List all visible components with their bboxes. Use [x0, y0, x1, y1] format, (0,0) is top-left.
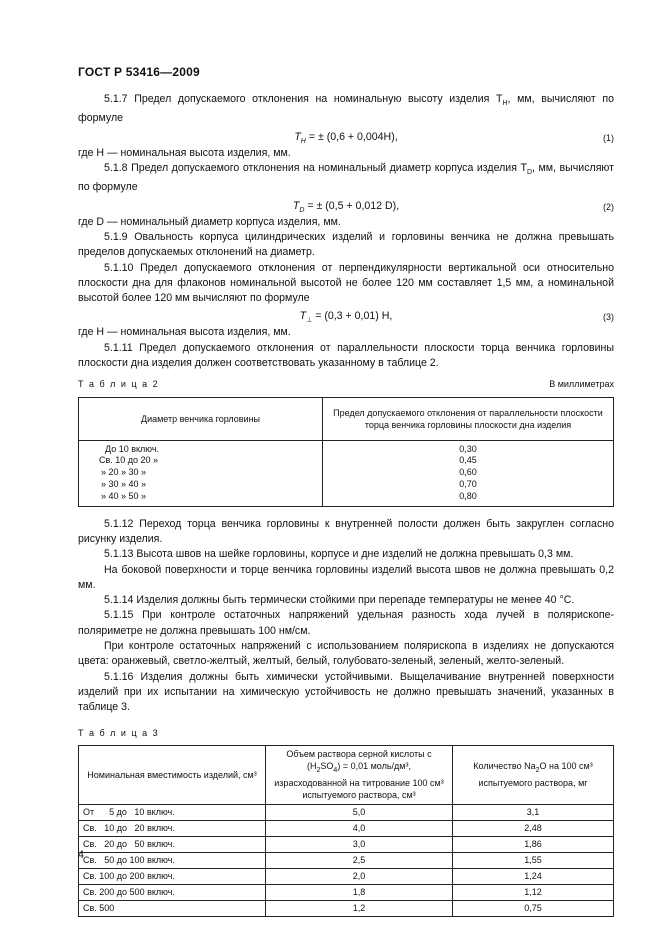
paragraph-5-1-13-b: На боковой поверхности и торце венчика горловины изделий высота швов не должна превышать 0,2 мм. [78, 563, 614, 591]
table-3 [78, 745, 614, 917]
paragraph-5-1-7: 5.1.7 Предел допускаемого отклонения на номинальную высоту изделия $T_H$, мм, вычисляют по формуле [78, 93, 614, 125]
paragraph-5-1-15-b: При контроле остаточных напряжений с использованием полярископа в изделиях не допускаются цвета: оранжевый, светло-желтый, желтый, белый, голубовато-зеленый, зеленый, желто-зеленый. [78, 640, 614, 668]
page-number: 4 [78, 849, 84, 861]
paragraph-5-1-8: 5.1.8 Предел допускаемого отклонения на номинальный диаметр корпуса изделия $T_D$, мм, вычисляют по формуле [78, 162, 614, 194]
where-clause-1: где H — номинальная высота изделия, мм. [78, 146, 291, 159]
document-header: ГОСТ Р 53416—2009 [78, 65, 200, 79]
paragraph-5-1-11: 5.1.11 Предел допускаемого отклонения от параллельности плоскости торца венчика горловины плоскости дна изделия должен соответствовать указанному в таблице 2. [78, 341, 614, 370]
table-row: » 40 » 50 » [79, 491, 323, 506]
paragraph-5-1-15: 5.1.15 При контроле остаточных напряжений удельная разность хода лучей в полярископе-поляриметре не должна превышать 100 нм/см. [78, 609, 614, 637]
paragraph-5-1-12: 5.1.12 Переход торца венчика горловины к внутренней полости должен быть закруглен согласно рисунку изделия. [78, 517, 614, 545]
table-2-caption-row [78, 377, 614, 392]
table-cell: 0,30 [323, 440, 614, 455]
paragraph-5-1-9: 5.1.9 Овальность корпуса цилиндрических изделий и горловины венчика не должна превышать пределов допускаемых отклонений на диаметр. [78, 231, 614, 259]
where-clause-3: где H — номинальная высота изделия, мм. [78, 326, 291, 339]
where-clause-2: где D — номинальный диаметр корпуса изделия, мм. [78, 215, 341, 228]
body-text [78, 92, 614, 917]
table-2-caption: Т а б л и ц а 2 [78, 379, 160, 390]
paragraph-5-1-16: 5.1.16 Изделия должны быть химически устойчивыми. Выщелачивание внутренней поверхности изделий при их испытании на химическую устойчивость не должно превышать значений, указанных в таблице 3. [78, 670, 614, 714]
table-row: » 30 » 40 » [79, 479, 323, 491]
table-3-caption-row [78, 726, 614, 741]
table-2-header-tolerance: Предел допускаемого отклонения от параллельности плоскости торца венчика горловины плоскости дна изделия [323, 397, 614, 440]
table-row: Св. 50 до 100 включ. 2,5 1,55 [79, 852, 614, 868]
table-row: Св. 100 до 200 включ. 2,0 1,24 [79, 868, 614, 884]
table-2-header-diameter: Диаметр венчика горловины [79, 397, 323, 440]
table-row: Св. 500 1,2 0,75 [79, 900, 614, 916]
table-3-header-acid-volume: Объем раствора серной кислоты c $(H_2SO_4) = 0,01$ моль/дм³, израсходованной на титрование 100 см³ испытуемого раствора, см³ [266, 745, 453, 804]
formula-3: $T_\perp = (0,3 + 0,01)$ H, (3) [299, 310, 614, 325]
table-3-header-capacity: Номинальная вместимость изделий, см³ [79, 745, 266, 804]
table-cell: 0,80 [323, 491, 614, 506]
table-2 [78, 397, 614, 507]
table-3-caption: Т а б л и ц а 3 [78, 727, 160, 738]
table-row: » 20 » 30 » [79, 467, 323, 479]
paragraph-5-1-14: 5.1.14 Изделия должны быть термически стойкими при перепаде температуры не менее 40 °С. [104, 594, 575, 607]
table-row: До 10 включ. [79, 440, 323, 455]
table-3-header-na2o: Количество $Na_2O$ на 100 см³ испытуемого раствора, мг [453, 745, 614, 804]
paragraph-5-1-13: 5.1.13 Высота швов на шейке горловины, корпусе и дне изделий не должна превышать 0,3 мм. [104, 548, 574, 561]
table-2-units: В миллиметрах [549, 379, 614, 390]
table-row: От 5 до 10 включ. 5,0 3,1 [79, 804, 614, 820]
table-cell: 0,60 [323, 467, 614, 479]
table-cell: 0,45 [323, 455, 614, 467]
table-cell: 0,70 [323, 479, 614, 491]
table-row: Св. 10 до 20 включ. 4,0 2,48 [79, 820, 614, 836]
table-row: Св. 10 до 20 » [79, 455, 323, 467]
formula-2: $T_D$ = ± (0,5 + 0,012 D), (2) [292, 199, 614, 214]
paragraph-5-1-10: 5.1.10 Предел допускаемого отклонения от перпендикулярности вертикальной оси относительно плоскости дна для флаконов номинальной высотой не более 120 мм составляет 1,5 мм, а номинальной высотой более 120 мм вычисляют по формуле [78, 261, 614, 305]
formula-1: $T_H$ = ± (0,6 + 0,004H), (1) [294, 130, 614, 145]
table-row: Св. 200 до 500 включ. 1,8 1,12 [79, 884, 614, 900]
table-row: Св. 20 до 50 включ. 3,0 1,86 [79, 836, 614, 852]
